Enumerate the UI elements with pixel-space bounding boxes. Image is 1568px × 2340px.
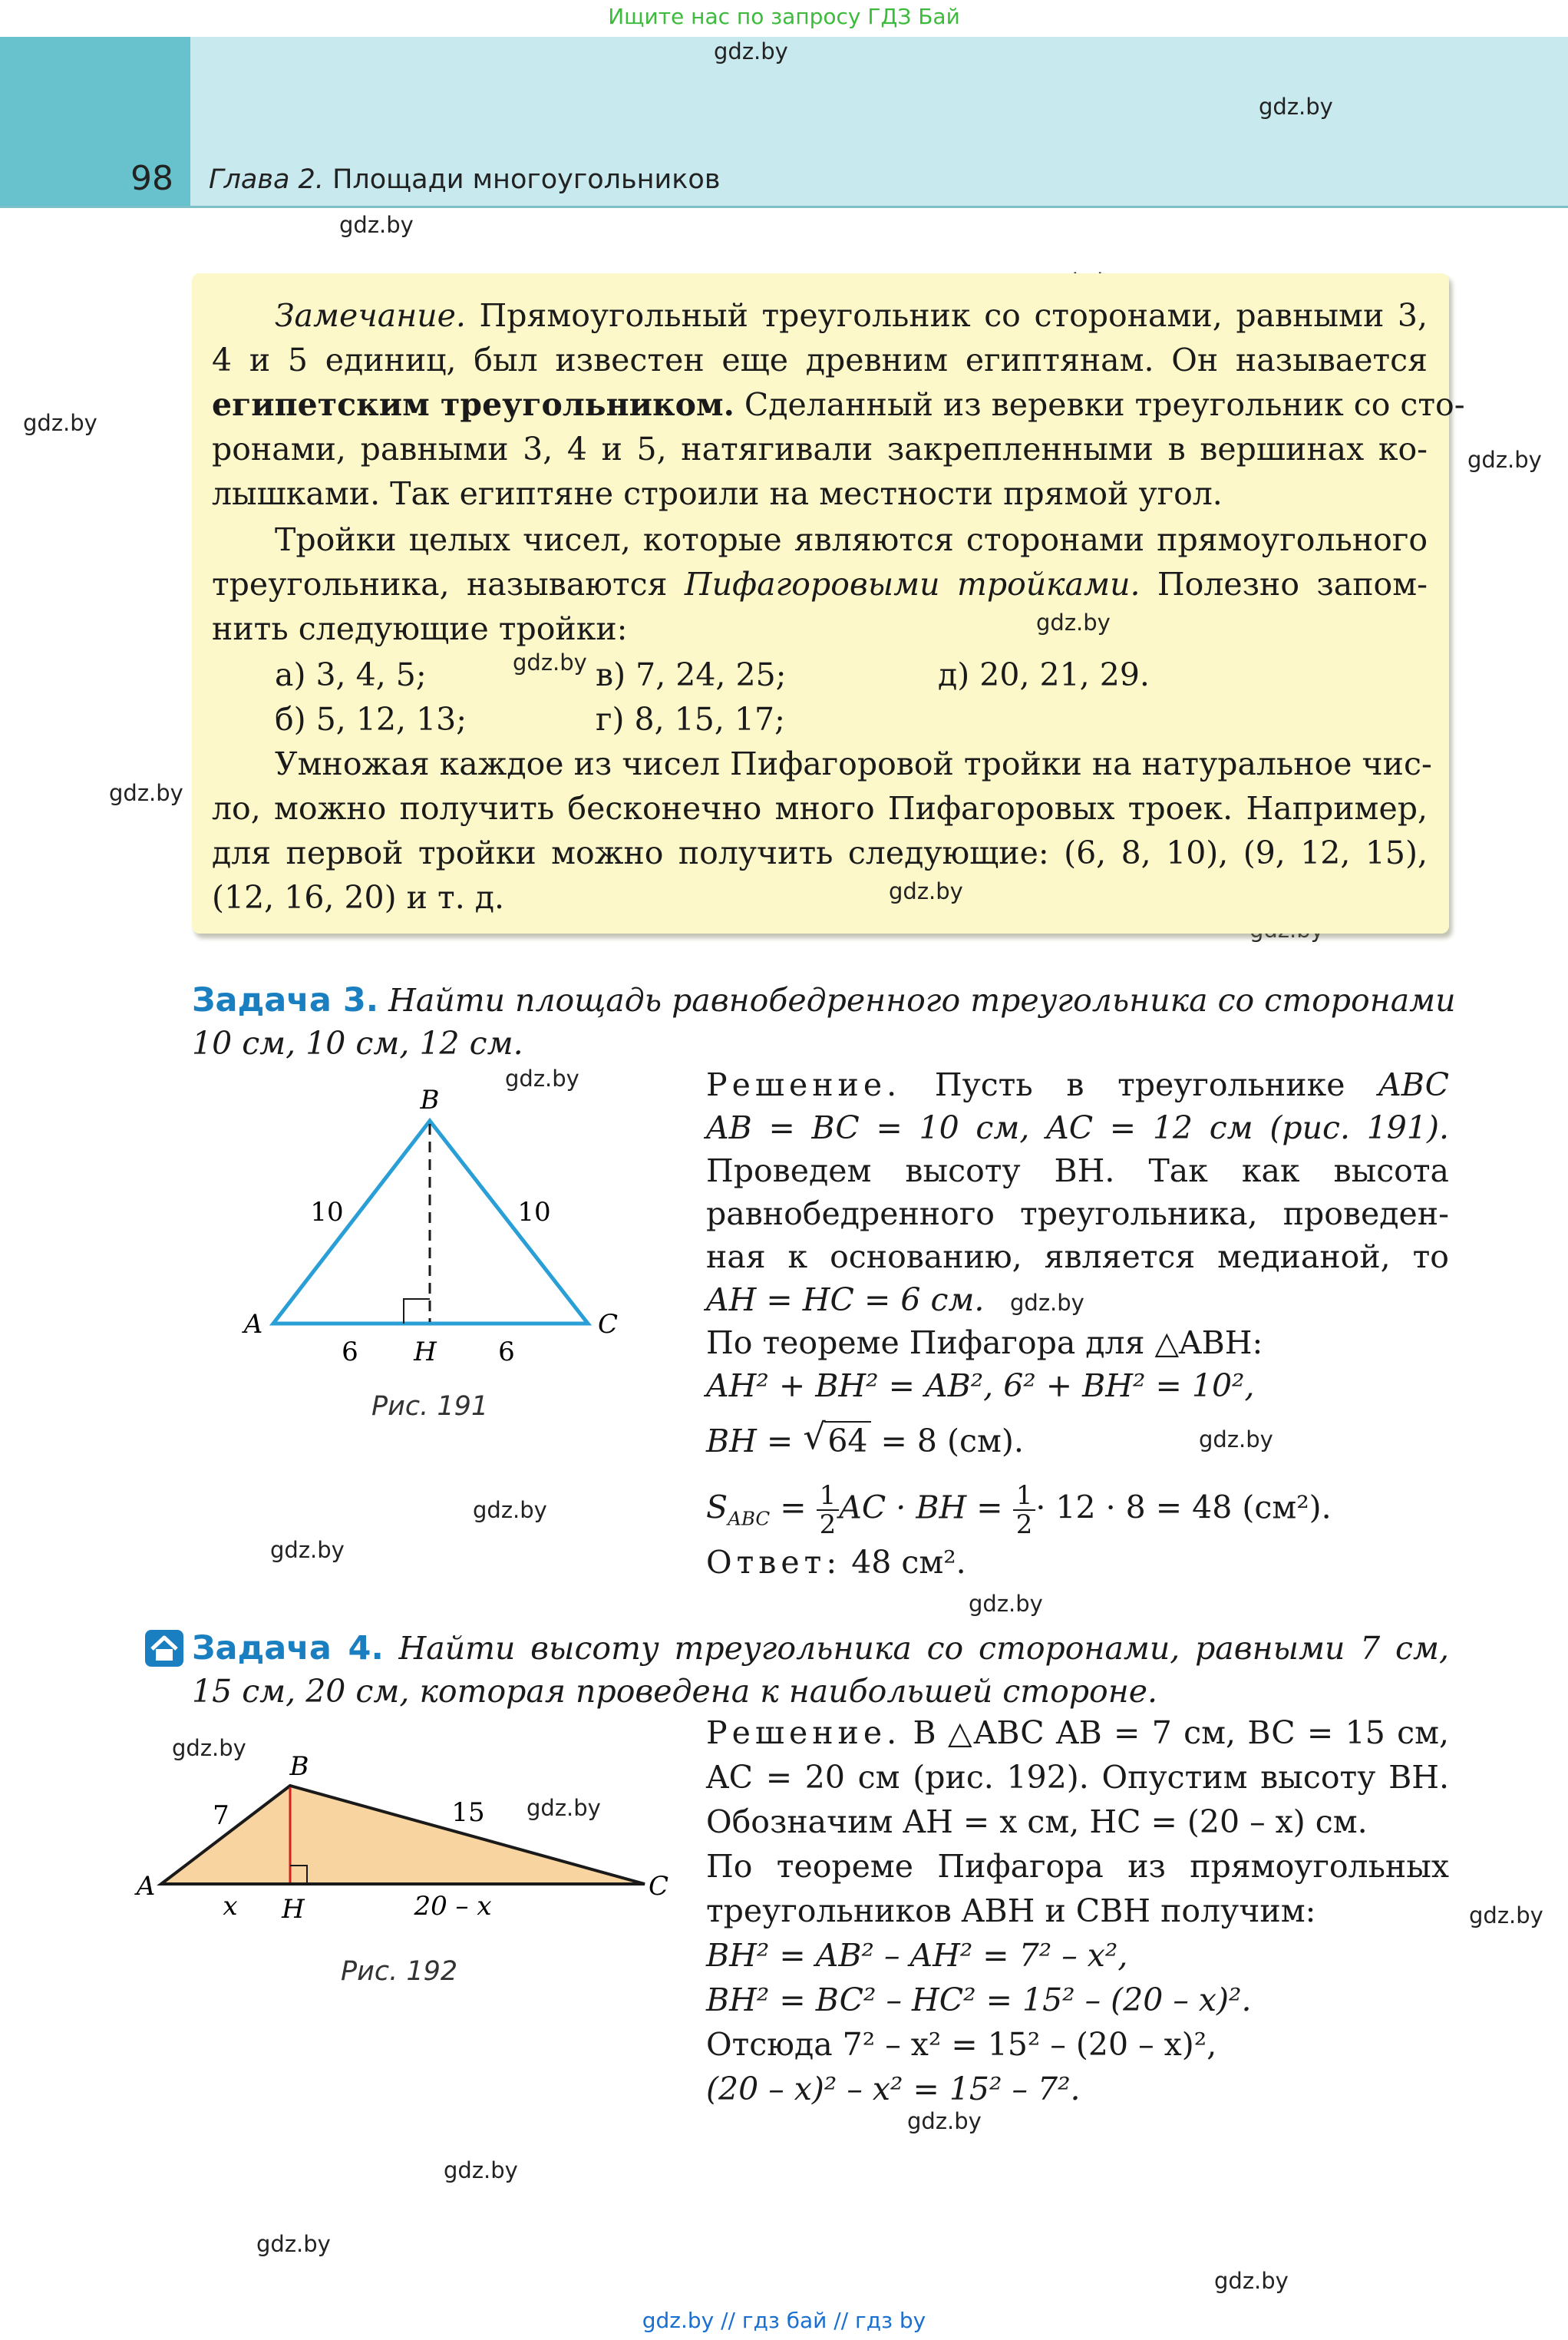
- triple-b: б) 5, 12, 13;: [275, 701, 467, 738]
- watermark: gdz.by: [339, 212, 414, 238]
- task4-statement-line1: Задача 4. Найти высоту треугольника со сторонами, равными 7 см,: [192, 1629, 1449, 1667]
- task3-solution-line: AH = HC = 6 см.: [706, 1281, 985, 1318]
- chapter-heading: [209, 164, 720, 195]
- egyptian-triangle-term: египетским треугольником.: [212, 386, 734, 423]
- watermark: gdz.by: [473, 1497, 547, 1523]
- vertex-c-label: C: [597, 1309, 619, 1340]
- note-line: Тройки целых чисел, которые являются сторонами прямоугольного: [275, 521, 1428, 558]
- note-line: ронами, равными 3, 4 и 5, натягивали закрепленными в вершинах ко-: [212, 431, 1428, 468]
- seg-ah-label: x: [223, 1891, 238, 1922]
- triple-a: а) 3, 4, 5;: [275, 656, 427, 693]
- task3-solution-line: Проведем высоту BH. Так как высота: [706, 1152, 1449, 1189]
- watermark: gdz.by: [889, 878, 963, 904]
- task4-solution-line: треугольников ABH и CBH получим:: [706, 1892, 1316, 1929]
- watermark: gdz.by: [1036, 610, 1111, 636]
- watermark: gdz.by: [1214, 2268, 1289, 2294]
- figure-192: [123, 1743, 691, 1927]
- figure-191-caption: Рис. 191: [371, 1391, 489, 1422]
- sqrt-expression: [803, 1416, 870, 1460]
- watermark: gdz.by: [513, 649, 587, 676]
- seg-hc-label: 20 – x: [414, 1891, 492, 1922]
- side-ab-label: 7: [213, 1800, 229, 1831]
- note-line: для первой тройки можно получить следующие: (6, 8, 10), (9, 12, 15),: [212, 835, 1428, 871]
- task4-solution-line: По теореме Пифагора из прямоугольных: [706, 1848, 1449, 1885]
- task3-answer: Ответ: 48 см².: [706, 1544, 966, 1581]
- vertex-b-label: B: [420, 1085, 440, 1115]
- note-line: ло, можно получить бесконечно много Пифагоровых троек. Например,: [212, 790, 1428, 827]
- triple-d: д) 20, 21, 29.: [938, 656, 1150, 693]
- note-line: Умножая каждое из чисел Пифагоровой тройки на натуральное чис-: [275, 745, 1432, 782]
- vertex-c-label: C: [648, 1871, 669, 1902]
- sqrt-radicand: 64: [824, 1421, 870, 1459]
- task3-solution-line: AH² + BH² = AB², 6² + BH² = 10²,: [706, 1367, 1255, 1404]
- seg-ah-label: 6: [342, 1337, 358, 1367]
- task4-statement-line2: 15 см, 20 см, которая проведена к наибольшей стороне.: [192, 1673, 1158, 1710]
- task3-area-formula: $S_{ABC}$ = $\frac{1}{2}$ AC · BH = $\frac{1}{2}$ · 12 · 8 = 48 (см²).: [706, 1480, 1332, 1540]
- note-line: треугольника, называются Пифагоровыми тройками. Полезно запом-: [212, 566, 1428, 603]
- watermark: gdz.by: [1010, 1290, 1084, 1316]
- task4-solution-line: Решение. В △ABC AB = 7 см, BC = 15 см,: [706, 1714, 1449, 1751]
- note-line: лышками. Так египтяне строили на местности прямой угол.: [212, 475, 1223, 512]
- task3-answer-word: Ответ:: [706, 1544, 842, 1581]
- task4-solution-line: BH² = AB² – AH² = 7² – x²,: [706, 1937, 1128, 1974]
- fraction-half: $\frac{1}{2}$: [817, 1482, 840, 1539]
- page-number: 98: [130, 159, 173, 198]
- task3-statement-line2: 10 см, 10 см, 12 см.: [192, 1025, 523, 1062]
- watermark: gdz.by: [109, 780, 183, 806]
- task4-label: Задача 4.: [192, 1629, 384, 1667]
- chapter-title: Площади многоугольников: [332, 164, 721, 195]
- fraction-half: $\frac{1}{2}$: [1013, 1482, 1036, 1539]
- task4-solution-line: (20 – x)² – x² = 15² – 7².: [706, 2071, 1081, 2107]
- task3-solution-word: Решение.: [706, 1066, 902, 1103]
- vertex-b-label: B: [289, 1751, 309, 1782]
- watermark: gdz.by: [1199, 1426, 1273, 1453]
- task4-solution-line: Отсюда 7² – x² = 15² – (20 – x)²,: [706, 2026, 1217, 2063]
- vertex-a-label: A: [136, 1871, 156, 1902]
- task3-solution-line: По теореме Пифагора для △ABH:: [706, 1324, 1263, 1361]
- seg-hc-label: 6: [498, 1337, 515, 1367]
- figure-192-caption: Рис. 192: [341, 1956, 458, 1987]
- watermark: gdz.by: [1467, 447, 1542, 473]
- watermark: gdz.by: [23, 410, 97, 436]
- watermark: gdz.by: [907, 2108, 982, 2134]
- watermark: gdz.by: [527, 1795, 601, 1821]
- watermark: gdz.by: [270, 1537, 345, 1563]
- home-task-icon: [144, 1629, 184, 1667]
- side-ab-label: 10: [310, 1197, 344, 1228]
- watermark: gdz.by: [505, 1066, 579, 1092]
- task4-solution-word: Решение.: [706, 1714, 902, 1751]
- chapter-label: Глава 2.: [209, 164, 324, 195]
- note-line: Замечание. Прямоугольный треугольник со сторонами, равными 3,: [275, 297, 1428, 334]
- bottom-watermark-bar: gdz.by // гдз бай // гдз by: [642, 2308, 926, 2333]
- note-line: нить следующие тройки:: [212, 610, 628, 647]
- pythagorean-triples-term: Пифагоровыми тройками.: [684, 566, 1141, 603]
- triangle-abc: [161, 1786, 645, 1884]
- triple-v: в) 7, 24, 25;: [596, 656, 787, 693]
- task3-solution-line: BH = √ 64 = 8 (см).: [706, 1416, 1024, 1459]
- watermark: gdz.by: [172, 1735, 246, 1761]
- note-line: (12, 16, 20) и т. д.: [212, 879, 505, 916]
- watermark: gdz.by: [1259, 94, 1333, 120]
- watermark: gdz.by: [256, 2231, 331, 2257]
- note-remark-label: Замечание.: [275, 297, 466, 334]
- task3-solution-line: ная к основанию, является медианой, то: [706, 1238, 1449, 1275]
- task4-solution-line: Обозначим AH = x см, HC = (20 – x) см.: [706, 1803, 1368, 1840]
- side-bc-label: 15: [451, 1797, 485, 1828]
- task3-statement-line1: Задача 3. Найти площадь равнобедренного треугольника со сторонами: [192, 981, 1456, 1020]
- header-divider: [0, 206, 1568, 208]
- watermark: gdz.by: [969, 1591, 1043, 1617]
- sqrt-sign: √: [803, 1416, 826, 1457]
- task3-solution-line: AB = BC = 10 см, AC = 12 см (рис. 191).: [706, 1109, 1449, 1146]
- watermark: gdz.by: [444, 2157, 518, 2183]
- side-bc-label: 10: [517, 1197, 551, 1228]
- triple-g: г) 8, 15, 17;: [596, 701, 785, 738]
- right-angle-mark: [404, 1299, 430, 1324]
- note-line: египетским треугольником. Сделанный из веревки треугольник со сто-: [212, 386, 1465, 423]
- foot-h-label: H: [414, 1337, 437, 1367]
- vertex-a-label: A: [243, 1309, 263, 1340]
- top-banner: Ищите нас по запросу ГДЗ Бай: [608, 4, 960, 29]
- task4-solution-line: BH² = BC² – HC² = 15² – (20 – x)².: [706, 1981, 1252, 2018]
- note-line: 4 и 5 единиц, был известен еще древним египтянам. Он называется: [212, 342, 1428, 378]
- task3-solution-line: равнобедренного треугольника, проведен-: [706, 1195, 1449, 1232]
- note-box: [192, 273, 1465, 934]
- foot-h-label: H: [282, 1894, 305, 1925]
- task4-solution-line: AC = 20 см (рис. 192). Опустим высоту BH.: [706, 1759, 1449, 1796]
- task3-label: Задача 3.: [192, 981, 379, 1020]
- watermark: gdz.by: [714, 38, 788, 64]
- task3-solution-line: Решение. Пусть в треугольнике ABC: [706, 1066, 1449, 1103]
- watermark: gdz.by: [1469, 1902, 1543, 1929]
